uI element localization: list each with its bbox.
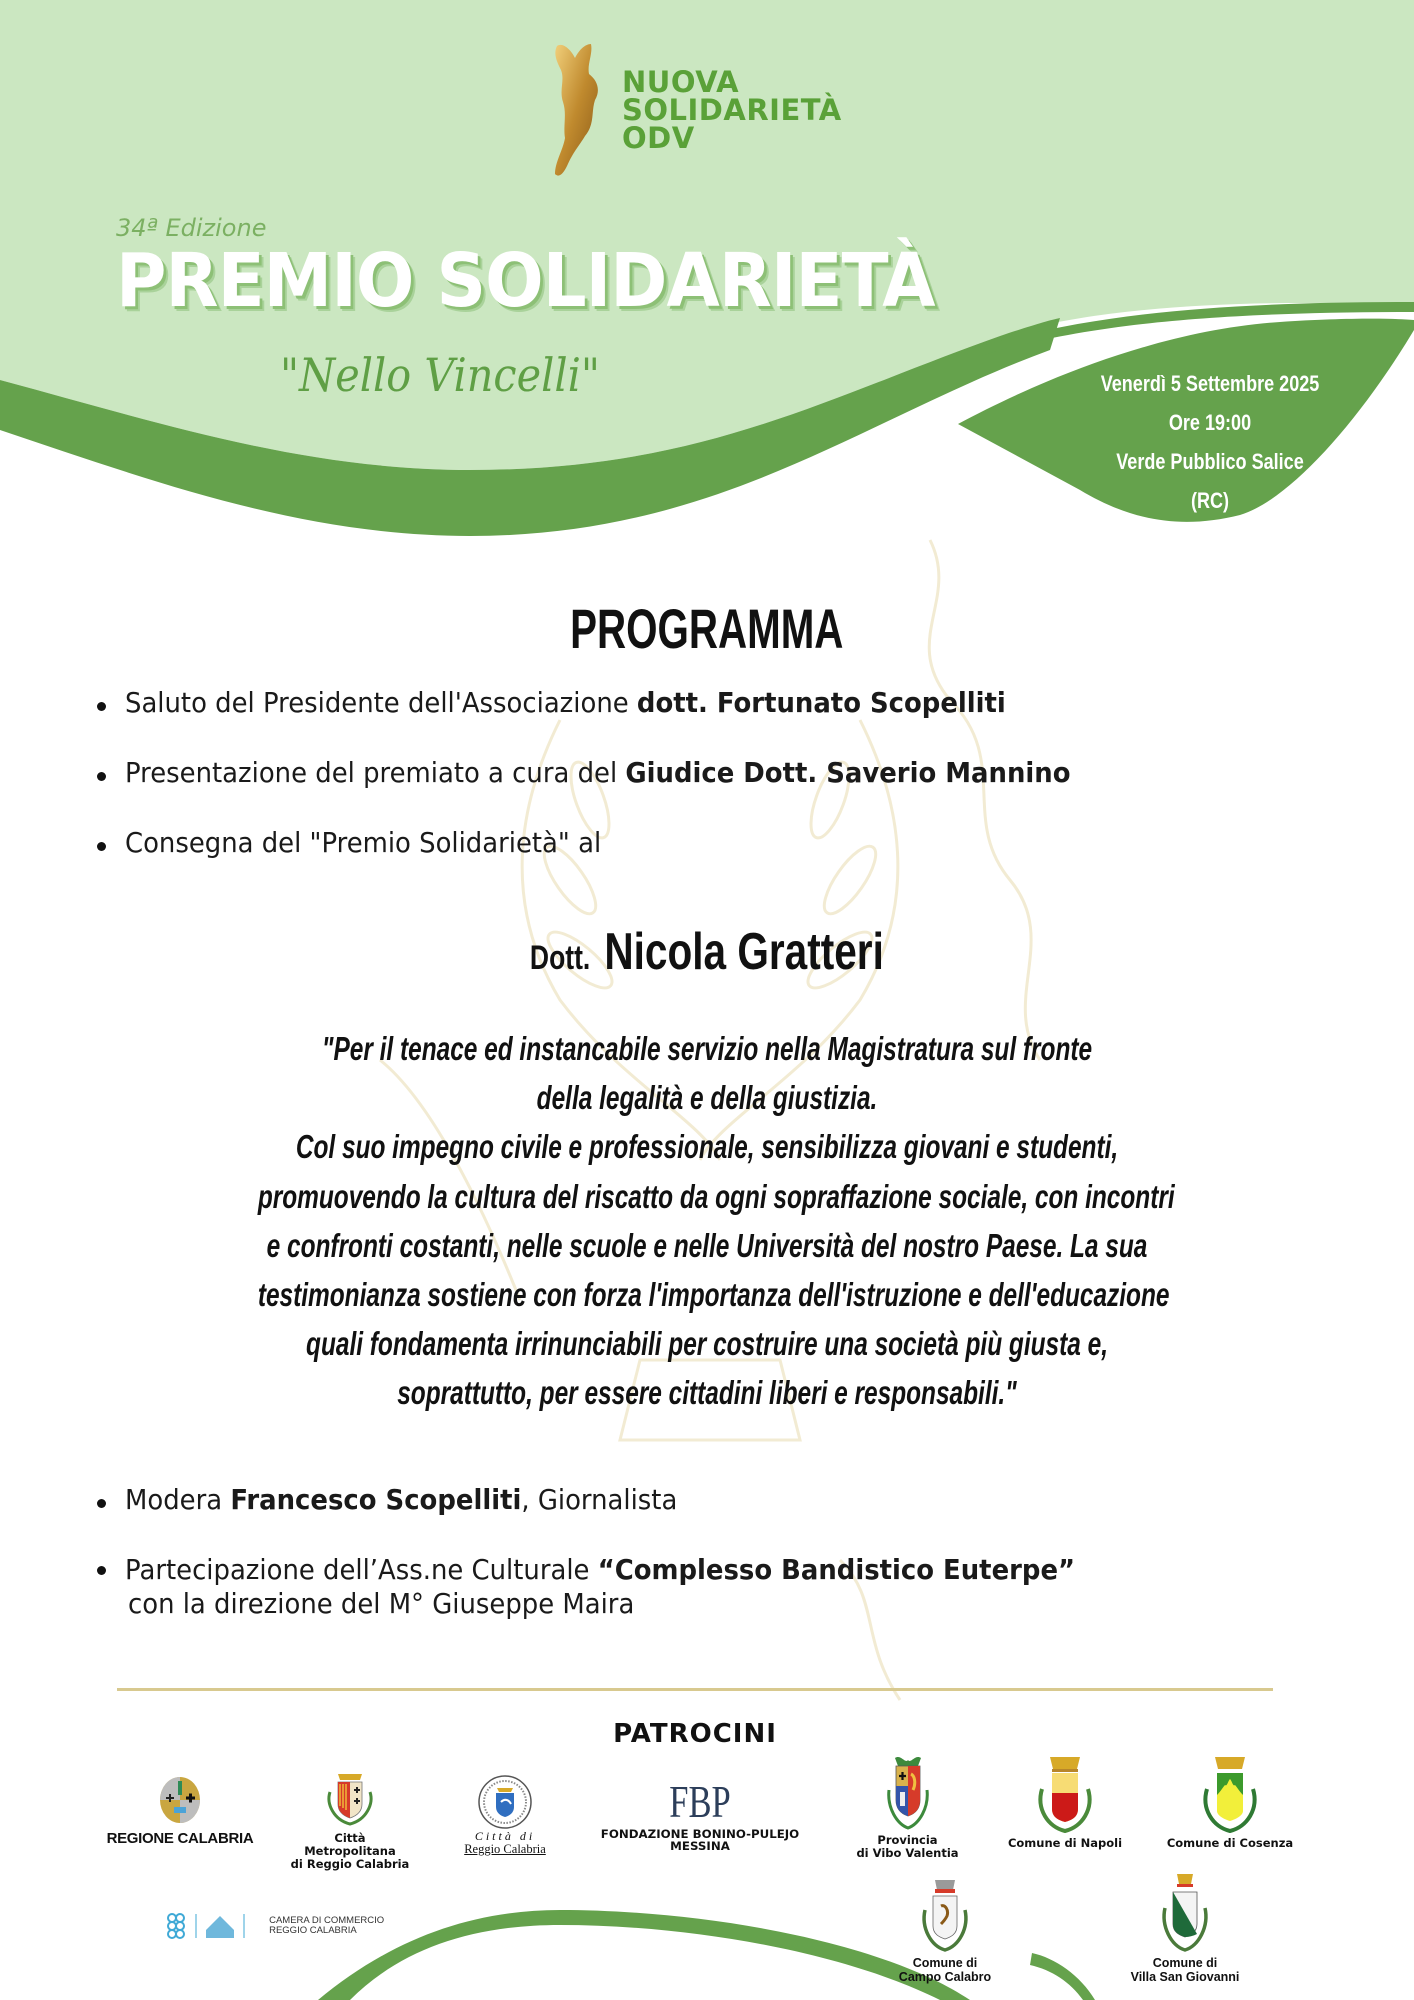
logo-text-line-2: SOLIDARIETÀ	[622, 93, 842, 127]
item-bold-text: Francesco Scopelliti	[230, 1483, 522, 1516]
program-heading	[0, 596, 1414, 661]
footer-swoosh-right	[1030, 1953, 1095, 2000]
event-province: (RC)	[1190, 488, 1230, 513]
regione-calabria-emblem-icon	[158, 1776, 202, 1824]
sponsor-comune-napoli	[1000, 1755, 1130, 1850]
item-text: Partecipazione dell’Ass.ne Culturale	[125, 1553, 598, 1586]
bullet-icon	[97, 772, 106, 781]
item-text: Modera	[125, 1483, 231, 1516]
bullet-icon	[97, 1499, 106, 1508]
bullet-icon	[97, 842, 106, 851]
fbp-logo-icon: FBP	[669, 1776, 731, 1827]
recipient-title: Dott.	[530, 939, 591, 977]
bullet-icon	[97, 1566, 106, 1575]
page-title: PREMIO SOLIDARIETÀ	[116, 238, 935, 324]
sponsor-citta-reggio-calabria	[450, 1774, 560, 1856]
motivation-line: quali fondamenta irrinunciabili per costruire una società più giusta e,	[306, 1325, 1108, 1363]
sponsor-citta-metropolitana	[280, 1768, 420, 1871]
edition-label: 34ª Edizione	[116, 214, 267, 242]
sponsor-label-line-2: Reggio Calabria	[464, 1842, 546, 1856]
list-item	[92, 826, 1147, 896]
sponsor-camera-commercio	[164, 1910, 394, 1942]
organization-logo	[545, 40, 885, 180]
item-bold-text: “Complesso Bandistico Euterpe”	[597, 1553, 1076, 1586]
event-time: Ore 19:00	[1168, 410, 1252, 435]
motivation-line: "Per il tenace ed instancabile servizio nella Magistratura sul fronte	[321, 1030, 1093, 1067]
award-recipient	[0, 922, 1414, 982]
sponsor-fondazione-bonino-pulejo	[585, 1776, 815, 1853]
sponsor-comune-campo-calabro	[890, 1876, 1000, 1984]
list-item	[92, 756, 1147, 826]
item-text: Saluto del Presidente dell'Associazione	[125, 686, 637, 719]
sponsor-label: Comune di Cosenza	[1166, 1836, 1294, 1850]
sponsor-label: Città Metropolitana di Reggio Calabria	[290, 1831, 410, 1871]
motivation-line: e confronti costanti, nelle scuole e nelle Università del nostro Paese. La sua	[266, 1226, 1148, 1264]
motivation-line: testimonianza sostiene con forza l'importanza dell'istruzione e dell'educazione	[257, 1276, 1170, 1314]
program-list	[92, 686, 1147, 896]
section-divider	[117, 1688, 1273, 1691]
item-text-after: , Giornalista	[521, 1483, 678, 1516]
camera-commercio-logo-icon	[164, 1910, 264, 1942]
event-venue: Verde Pubblico Salice	[1116, 449, 1304, 474]
sponsor-label: CAMERA DI COMMERCIO REGGIO CALABRIA	[269, 1915, 385, 1936]
sponsor-regione-calabria	[105, 1776, 255, 1845]
item-bold-text: dott. Fortunato Scopelliti	[636, 686, 1006, 719]
golden-statue-icon	[545, 40, 625, 180]
item-text: Presentazione del premiato a cura del	[125, 756, 626, 789]
program-list-continued	[92, 1483, 1152, 1633]
event-details	[1060, 364, 1360, 520]
list-item	[92, 686, 1147, 756]
sponsor-label-line-1: Città di	[474, 1829, 536, 1843]
vibo-valentia-coat-of-arms-icon	[883, 1754, 933, 1832]
event-date: Venerdì 5 Settembre 2025	[1100, 371, 1320, 396]
campo-calabro-coat-of-arms-icon	[917, 1876, 973, 1956]
sponsor-comune-cosenza	[1155, 1755, 1305, 1850]
item-second-line: con la direzione del M° Giuseppe Maira	[128, 1587, 635, 1620]
list-item	[92, 1553, 1152, 1633]
sponsor-provincia-vibo-valentia	[845, 1754, 970, 1860]
villa-san-giovanni-coat-of-arms-icon	[1157, 1872, 1213, 1956]
motivation-line: della legalità e della giustizia.	[536, 1079, 878, 1117]
cosenza-coat-of-arms-icon	[1197, 1755, 1263, 1835]
program-heading-text: PROGRAMMA	[570, 597, 844, 660]
sponsor-label: Provincia di Vibo Valentia	[856, 1833, 959, 1860]
napoli-coat-of-arms-icon	[1032, 1755, 1098, 1835]
sponsor-comune-villa-san-giovanni	[1120, 1872, 1250, 1984]
logo-text-line-1: NUOVA	[622, 65, 740, 99]
item-bold-text: Giudice Dott. Saverio Mannino	[625, 756, 1071, 789]
bullet-icon	[97, 702, 106, 711]
list-item	[92, 1483, 1152, 1553]
citta-metropolitana-coat-of-arms-icon	[320, 1768, 380, 1828]
sponsor-label: REGIONE CALABRIA	[106, 1830, 254, 1847]
reggio-calabria-seal-icon	[477, 1774, 533, 1830]
sponsor-label: FONDAZIONE BONINO-PULEJO MESSINA	[600, 1827, 800, 1853]
motivation-line: promuovendo la cultura del riscatto da ogni sopraffazione sociale, con incontri	[257, 1177, 1175, 1215]
motivation-line: Col suo impegno civile e professionale, sensibilizza giovani e studenti,	[295, 1128, 1119, 1166]
award-motivation	[100, 1024, 1314, 1418]
sponsor-label: Comune di Napoli	[1007, 1836, 1123, 1850]
item-text: Consegna del "Premio Solidarietà" al	[125, 826, 602, 859]
sponsors-heading: PATROCINI	[613, 1719, 777, 1749]
logo-text-line-3: ODV	[622, 121, 695, 155]
motivation-line: soprattutto, per essere cittadini liberi e responsabili."	[397, 1374, 1017, 1412]
footer-swoosh	[318, 1910, 970, 2000]
sponsor-label: Comune di Campo Calabro	[898, 1956, 992, 1984]
recipient-name: Nicola Gratteri	[604, 923, 884, 981]
sponsor-label: Comune di Villa San Giovanni	[1130, 1956, 1240, 1984]
award-dedication: "Nello Vincelli"	[280, 348, 600, 402]
